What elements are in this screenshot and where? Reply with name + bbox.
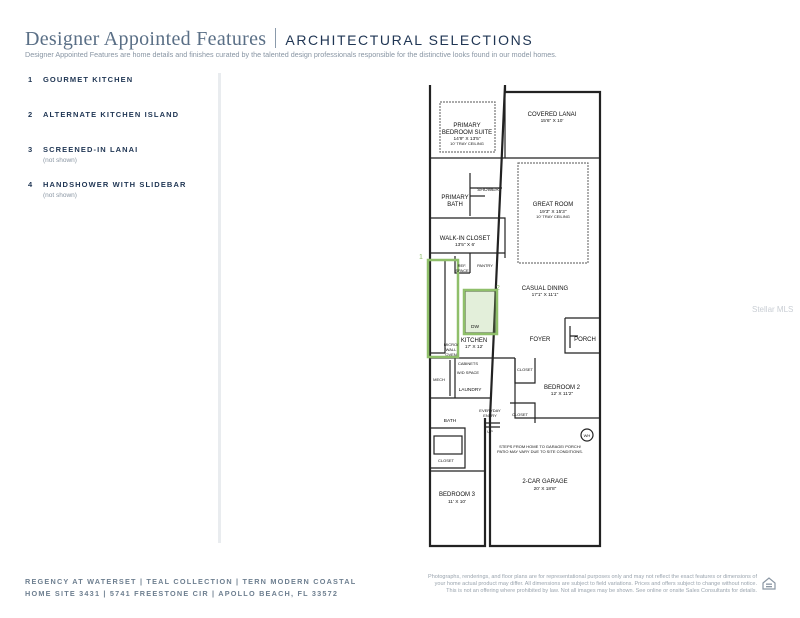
room-label: COVERED LANAI xyxy=(527,112,577,118)
page-title: Designer Appointed Features xyxy=(25,28,267,50)
column-divider xyxy=(218,73,221,543)
room-label: MICRO/ xyxy=(443,342,459,347)
footer-line: HOME SITE 3431 | 5741 FREESTONE CIR | APOLLO BEACH, FL 33572 xyxy=(25,589,339,598)
list-item xyxy=(28,180,208,215)
room-label: GREAT ROOM xyxy=(532,202,574,208)
feature-note: (not shown) xyxy=(43,157,77,164)
page-subtitle: ARCHITECTURAL SELECTIONS xyxy=(285,32,534,48)
feature-label: HANDSHOWER WITH SLIDEBAR xyxy=(43,180,187,189)
room-label: PANTRY xyxy=(477,263,493,268)
room-label: SPACE xyxy=(455,268,469,273)
feature-note: (not shown) xyxy=(43,192,77,199)
disclaimer-line: Photographs, renderings, and floor plans are for representational purposes only and may not reflect the exact features or dimensions of xyxy=(428,574,757,580)
room-label: MECH xyxy=(433,377,445,382)
room-dim: 17' X 12' xyxy=(464,345,484,350)
room-label: PRIMARY xyxy=(441,195,469,201)
room-label: BEDROOM SUITE xyxy=(441,130,493,136)
page-description: Designer Appointed Features are home details and finishes curated by the talented design professionals responsible for the distinctive looks found in our model homes. xyxy=(25,50,557,59)
page-header xyxy=(25,28,533,51)
feature-label: SCREENED-IN LANAI xyxy=(43,145,139,154)
room-label: WALK-IN CLOSET xyxy=(439,236,491,242)
room-label: W/D SPACE xyxy=(456,370,480,375)
room-label: 2-CAR GARAGE xyxy=(522,479,568,485)
footer-address xyxy=(25,576,356,600)
room-label: CASUAL DINING xyxy=(521,286,569,292)
room-label: WH xyxy=(583,433,591,438)
room-label: BATH xyxy=(447,202,463,208)
room-label: CLOSET xyxy=(516,367,534,372)
room-label: FOYER xyxy=(529,337,551,343)
title-divider xyxy=(275,28,276,48)
feature-label: ALTERNATE KITCHEN ISLAND xyxy=(43,110,180,119)
room-dim: 11' X 10' xyxy=(447,500,467,505)
room-label: PRIMARY xyxy=(453,123,481,129)
room-label: BATH xyxy=(443,419,457,424)
disclaimer-line: This is not an offering where prohibited by law. Not all images may be shown. See online or onsite Sales Consultants for details. xyxy=(446,588,757,595)
counter xyxy=(430,260,445,353)
room-label: KITCHEN xyxy=(460,338,488,344)
room-note: PATIO MAY VARY DUE TO SITE CONDITIONS. xyxy=(497,449,583,454)
room-label: ENTRY xyxy=(483,413,497,418)
room-dim: 13'5" X 6' xyxy=(454,243,476,248)
feature-list xyxy=(28,75,208,215)
feature-number: 3 xyxy=(28,145,34,154)
room-label: UP xyxy=(487,429,493,434)
footer-line: REGENCY AT WATERSET | TEAL COLLECTION | TERN MODERN COASTAL xyxy=(25,577,357,586)
room-label: REF. xyxy=(457,263,467,268)
room-label: EVERYDAY xyxy=(479,408,501,413)
room-dim: 19'3" X 15'3" xyxy=(539,210,567,215)
room-label: CABINETS xyxy=(457,361,479,366)
callout-2: 2 xyxy=(496,285,500,292)
feature-number: 2 xyxy=(28,110,34,119)
room-label: OVEN xyxy=(445,352,457,357)
feature-label: GOURMET KITCHEN xyxy=(43,75,134,84)
room-label: CLOSET xyxy=(437,458,455,463)
room-label: PORCH xyxy=(574,337,596,343)
feature-number: 1 xyxy=(28,75,34,84)
kitchen-island-highlight xyxy=(464,290,497,334)
room-dim: 14'9" X 13'5" xyxy=(453,137,481,142)
room-dim: 12' X 11'2" xyxy=(550,392,574,397)
room-dim: 20' X 18'8" xyxy=(533,487,557,492)
room-label: BEDROOM 2 xyxy=(543,385,581,391)
callout-1: 1 xyxy=(419,254,423,261)
room-label: BEDROOM 3 xyxy=(438,492,476,498)
bathtub xyxy=(434,436,462,454)
room-label: WALL xyxy=(445,347,457,352)
room-label: LAUNDRY xyxy=(458,388,482,393)
feature-number: 4 xyxy=(28,180,34,189)
equal-housing-icon xyxy=(762,576,776,590)
steps xyxy=(485,423,500,427)
list-item xyxy=(28,75,208,110)
room-label: DW xyxy=(471,325,479,330)
list-item xyxy=(28,145,208,180)
room-label: SHOWER xyxy=(477,188,499,193)
watermark: Stellar MLS xyxy=(752,305,794,314)
disclaimer-line: your home actual product may differ. All dimensions are subject to field variations. Prices and offers subject to change without notice. xyxy=(434,581,757,588)
room-note: 10' TRAY CEILING xyxy=(536,214,570,219)
room-note: 10' TRAY CEILING xyxy=(450,141,484,146)
room-note: STEPS FROM HOME TO GARAGE/ PORCH/ xyxy=(499,444,581,449)
outer-wall xyxy=(430,85,600,546)
room-dim: 17'1" X 11'1" xyxy=(531,293,559,298)
footer-disclaimer xyxy=(402,574,757,596)
list-item xyxy=(28,110,208,145)
room-label: CLOSET xyxy=(511,412,529,417)
floor-plan xyxy=(410,78,610,548)
room-dim: 15'6" X 10' xyxy=(540,119,564,124)
